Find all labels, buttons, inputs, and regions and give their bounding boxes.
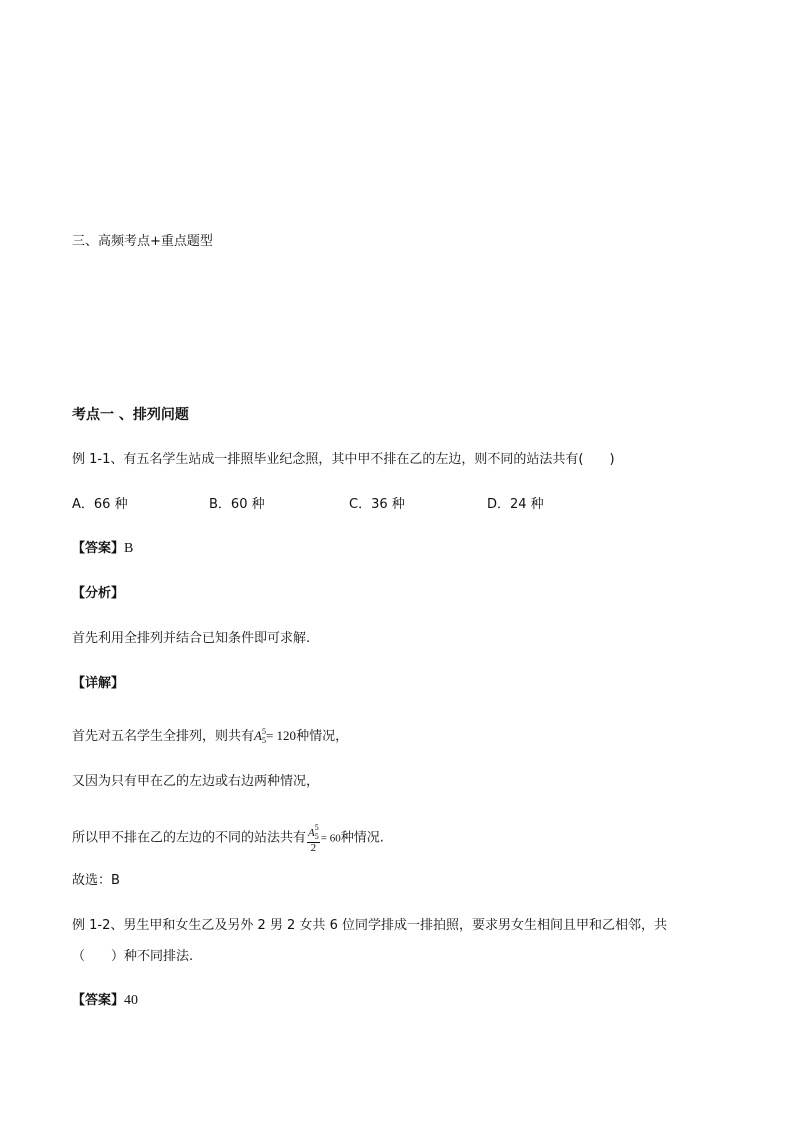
perm-sup: 5: [261, 727, 266, 736]
option-b: B．60 种: [209, 497, 265, 512]
example-1-answer: [72, 540, 133, 558]
answer-value: 40: [124, 993, 139, 1008]
answer-label: 【答案】: [72, 993, 125, 1008]
detail-line-3-suffix: 种情况.: [340, 830, 384, 846]
perm-result: = 120: [265, 728, 297, 743]
example-1-question: 例 1-1、有五名学生站成一排照毕业纪念照，其中甲不排在乙的左边，则不同的站法共有( ): [72, 452, 615, 467]
detail-line-1-suffix: 种情况，: [296, 729, 349, 744]
answer-value: B: [124, 541, 134, 556]
option-c: C．36 种: [349, 497, 405, 512]
fraction-numerator: [307, 822, 320, 843]
topic-heading: 考点一 、排列问题: [72, 407, 189, 423]
detail-line-1-text: 首先对五名学生全排列，则共有: [72, 729, 255, 744]
conclusion: 故选：B: [72, 873, 120, 888]
fraction-formula: [307, 822, 320, 854]
frac-perm-symbol: A: [308, 827, 315, 839]
section-title: 三、高频考点+重点题型: [72, 234, 213, 249]
perm-symbol: A: [254, 728, 262, 743]
fraction-denominator: 2: [310, 842, 317, 854]
example-1-options: [72, 496, 672, 514]
option-d: D．24 种: [487, 497, 544, 512]
example-2-question-line-1: 例 1-2、男生甲和女生乙及另外 2 男 2 女共 6 位同学排成一排拍照，要求男女生相间且甲和乙相邻，共: [72, 918, 667, 933]
answer-label: 【答案】: [72, 541, 125, 556]
permutation-formula: [254, 728, 266, 743]
perm-sub: 5: [261, 736, 266, 745]
analysis-label: 【分析】: [72, 586, 125, 601]
analysis-text: 首先利用全排列并结合已知条件即可求解.: [72, 631, 311, 646]
example-2-answer: [72, 992, 138, 1010]
option-a: A．66 种: [72, 497, 128, 512]
frac-perm-sub: 5: [314, 832, 319, 841]
detail-line-1: [72, 723, 348, 750]
fraction-result: = 60: [320, 832, 341, 845]
detail-line-3-text: 所以甲不排在乙的左边的不同的站法共有: [72, 830, 307, 846]
detail-label: 【详解】: [72, 676, 125, 691]
frac-perm-sup: 5: [314, 823, 319, 832]
detail-line-3: [72, 822, 384, 854]
example-2-question-line-2: （ ）种不同排法.: [72, 949, 194, 964]
detail-line-2: 又因为只有甲在乙的左边或右边两种情况，: [72, 774, 320, 789]
